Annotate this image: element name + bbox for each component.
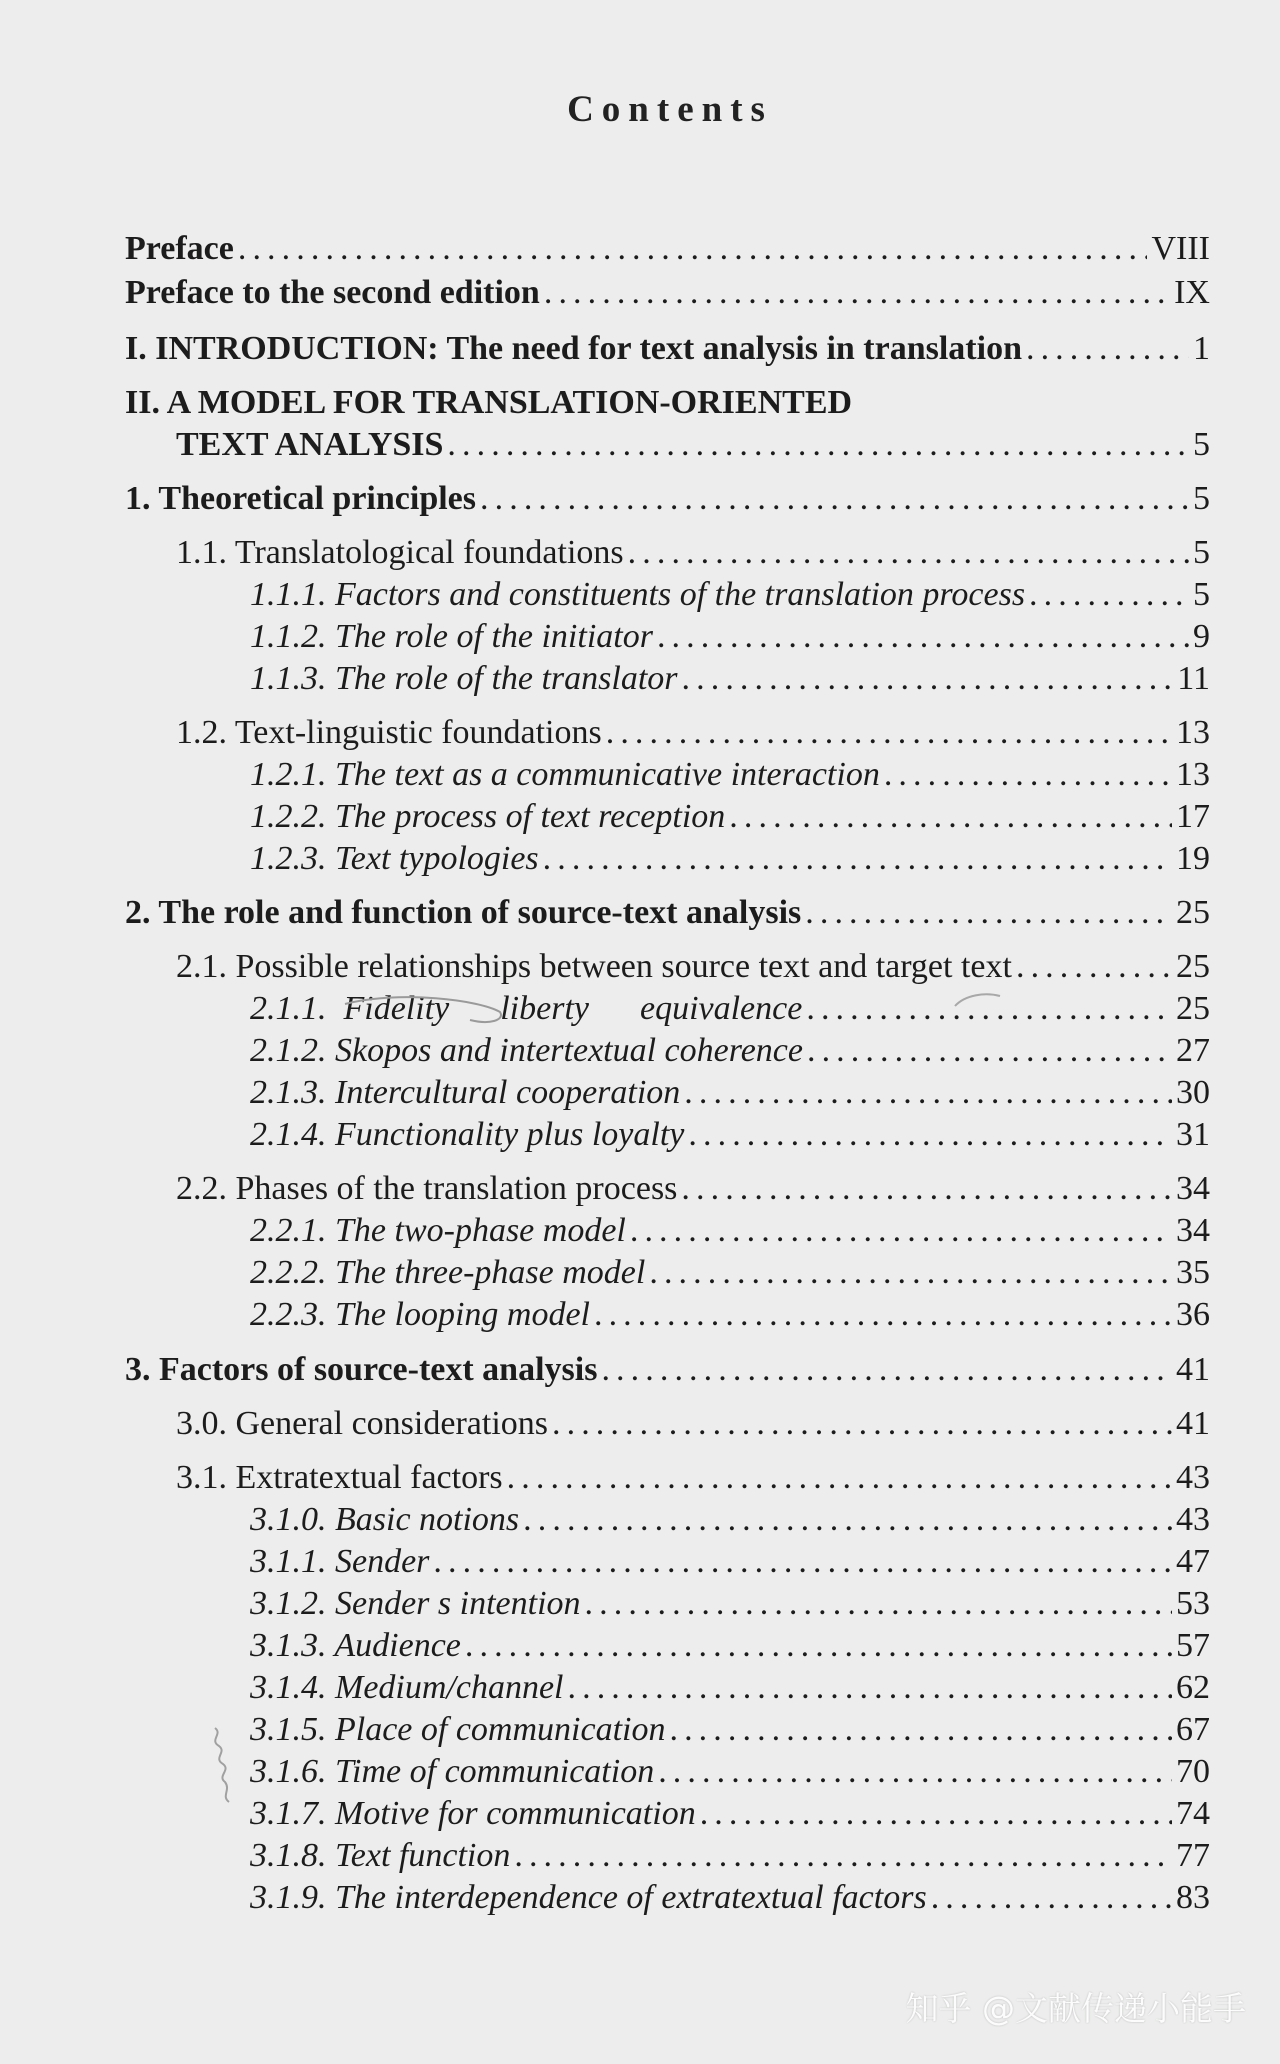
toc-entry-s3-1-4: 3.1.4. Medium/channel . . . 62 <box>250 1671 1210 1705</box>
toc-entry-s3-1-0: 3.1.0. Basic notions . . . 43 <box>250 1503 1210 1537</box>
watermark: 知乎 @文献传递小能手 <box>905 1989 1246 2028</box>
toc-entry-preface-second: Preface to the second edition . . . IX <box>125 276 1210 310</box>
toc-entry-s2-2-3: 2.2.3. The looping model . . . 36 <box>250 1298 1210 1332</box>
toc-entry-s3-1-9: 3.1.9. The interdependence of extratextual factors . . . 83 <box>250 1881 1210 1915</box>
toc-entry-s3-1-8: 3.1.8. Text function . . . 77 <box>250 1839 1210 1873</box>
toc-entry-s2-1-3: 2.1.3. Intercultural cooperation . . . 30 <box>250 1076 1210 1110</box>
toc-entry-s3-1-2: 3.1.2. Sender s intention . . . 53 <box>250 1587 1210 1621</box>
toc-entry-s2-2-2: 2.2.2. The three-phase model . . . 35 <box>250 1256 1210 1290</box>
toc-entry-s3-1-7: 3.1.7. Motive for communication . . . 74 <box>250 1797 1210 1831</box>
toc-entry-s1-2-1: 1.2.1. The text as a communicative interaction . . . 13 <box>250 758 1210 792</box>
toc-entry-s1-2-2: 1.2.2. The process of text reception . . . 17 <box>250 800 1210 834</box>
toc-entry-s2: 2. The role and function of source-text analysis . . . 25 <box>125 896 1210 930</box>
toc-entry-s2-2-1: 2.2.1. The two-phase model . . . 34 <box>250 1214 1210 1248</box>
toc-entry-introduction: I. INTRODUCTION: The need for text analysis in translation . . . 1 <box>125 332 1210 366</box>
toc-entry-preface: Preface . . . VIII <box>125 232 1210 266</box>
toc-entry-s2-1-2: 2.1.2. Skopos and intertextual coherence . . . 27 <box>250 1034 1210 1068</box>
toc-entry-s1-1-3: 1.1.3. The role of the translator . . . 11 <box>250 662 1210 696</box>
toc-entry-s3-1: 3.1. Extratextual factors . . . 43 <box>176 1461 1210 1495</box>
toc-entry-s3-1-6: 3.1.6. Time of communication . . . 70 <box>250 1755 1210 1789</box>
toc-entry-s1-2: 1.2. Text-linguistic foundations . . . 13 <box>176 716 1210 750</box>
toc-entry-s1-1: 1.1. Translatological foundations . . . 5 <box>176 536 1210 570</box>
page-title: Contents <box>567 89 773 130</box>
toc-entry-s2-1-4: 2.1.4. Functionality plus loyalty . . . 31 <box>250 1118 1210 1152</box>
toc-entry-s1-2-3: 1.2.3. Text typologies . . . 19 <box>250 842 1210 876</box>
pencil-margin-squiggle <box>215 1728 229 1802</box>
toc-entry-s1-1-2: 1.1.2. The role of the initiator . . . 9 <box>250 620 1210 654</box>
toc-entry-s2-1-1: 2.1.1. Fidelity liberty equivalence . . . 25 <box>250 992 1210 1026</box>
toc-entry-s3-1-3: 3.1.3. Audience . . . 57 <box>250 1629 1210 1663</box>
toc-entry-s3-1-5: 3.1.5. Place of communication . . . 67 <box>250 1713 1210 1747</box>
toc-entry-s1: 1. Theoretical principles . . . 5 <box>125 482 1210 516</box>
toc-entry-s3: 3. Factors of source-text analysis . . . 41 <box>125 1353 1210 1387</box>
toc-entry-s3-1-1: 3.1.1. Sender . . . 47 <box>250 1545 1210 1579</box>
toc-heading-model: II. A MODEL FOR TRANSLATION-ORIENTED <box>125 384 853 421</box>
toc-entry-s2-1: 2.1. Possible relationships between source text and target text . . . 25 <box>176 950 1210 984</box>
toc-entry-s1-1-1: 1.1.1. Factors and constituents of the translation process . . . 5 <box>250 578 1210 612</box>
toc-entry-s3-0: 3.0. General considerations . . . 41 <box>176 1407 1210 1441</box>
toc-entry-text-analysis: TEXT ANALYSIS . . . 5 <box>176 428 1210 462</box>
toc-entry-s2-2: 2.2. Phases of the translation process . . . 34 <box>176 1172 1210 1206</box>
